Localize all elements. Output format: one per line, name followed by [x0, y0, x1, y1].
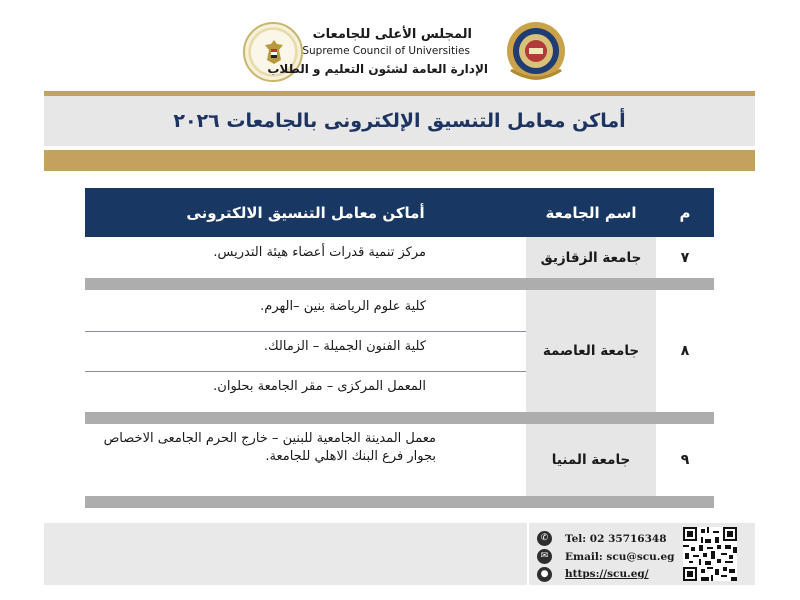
row-number: ٧	[680, 249, 690, 266]
university-name: جامعة العاصمة	[526, 290, 656, 412]
lab-location: مركز تنمية قدرات أعضاء هيئة التدريس.	[213, 245, 426, 260]
lab-location: كلية علوم الرياضة بنين –الهرم.	[260, 299, 426, 314]
row-separator	[85, 412, 714, 424]
header-university: اسم الجامعة	[526, 188, 656, 237]
location-divider	[85, 331, 526, 332]
footer-email[interactable]: Email: scu@scu.eg	[565, 551, 675, 563]
page-title: أماكن معامل التنسيق الإلكترونى بالجامعات ٢٠٢٦	[173, 110, 626, 132]
row-separator	[85, 278, 714, 290]
footer-phone: Tel: 02 35716348	[565, 533, 667, 545]
title-gold-bar	[44, 150, 755, 171]
qr-code-icon	[683, 527, 737, 581]
email-icon: ✉	[537, 549, 552, 564]
header-number: م	[656, 188, 714, 237]
phone-icon: ✆	[537, 531, 552, 546]
lab-location: كلية الفنون الجميلة – الزمالك.	[263, 339, 426, 354]
row-number: ٩	[680, 452, 690, 468]
header-locations: أماكن معامل التنسيق الالكترونى	[85, 188, 526, 237]
lab-location: معمل المدينة الجامعية للبنين – خارج الحرم الجامعى الاخصاص بجوار فرع البنك الاهلي للجامعة.	[103, 431, 436, 464]
lab-location: المعمل المركزى – مقر الجامعة بحلوان.	[213, 379, 426, 394]
globe-icon: ●	[537, 567, 552, 582]
row-separator	[85, 496, 714, 508]
row-number: ٨	[680, 343, 690, 359]
council-name-english: Supreme Council of Universities	[302, 45, 470, 57]
council-seal-icon	[505, 20, 567, 82]
labs-table	[85, 188, 714, 508]
footer-divider	[527, 523, 529, 585]
council-name-arabic: المجلس الأعلى للجامعات	[312, 27, 472, 42]
location-divider	[85, 371, 526, 372]
university-name: جامعة الزقازيق	[526, 237, 656, 278]
university-name: جامعة المنيا	[526, 424, 656, 496]
department-name: الإدارة العامة لشئون التعليم و الطلاب	[267, 62, 488, 76]
footer-website-link[interactable]: https://scu.eg/	[565, 568, 649, 580]
